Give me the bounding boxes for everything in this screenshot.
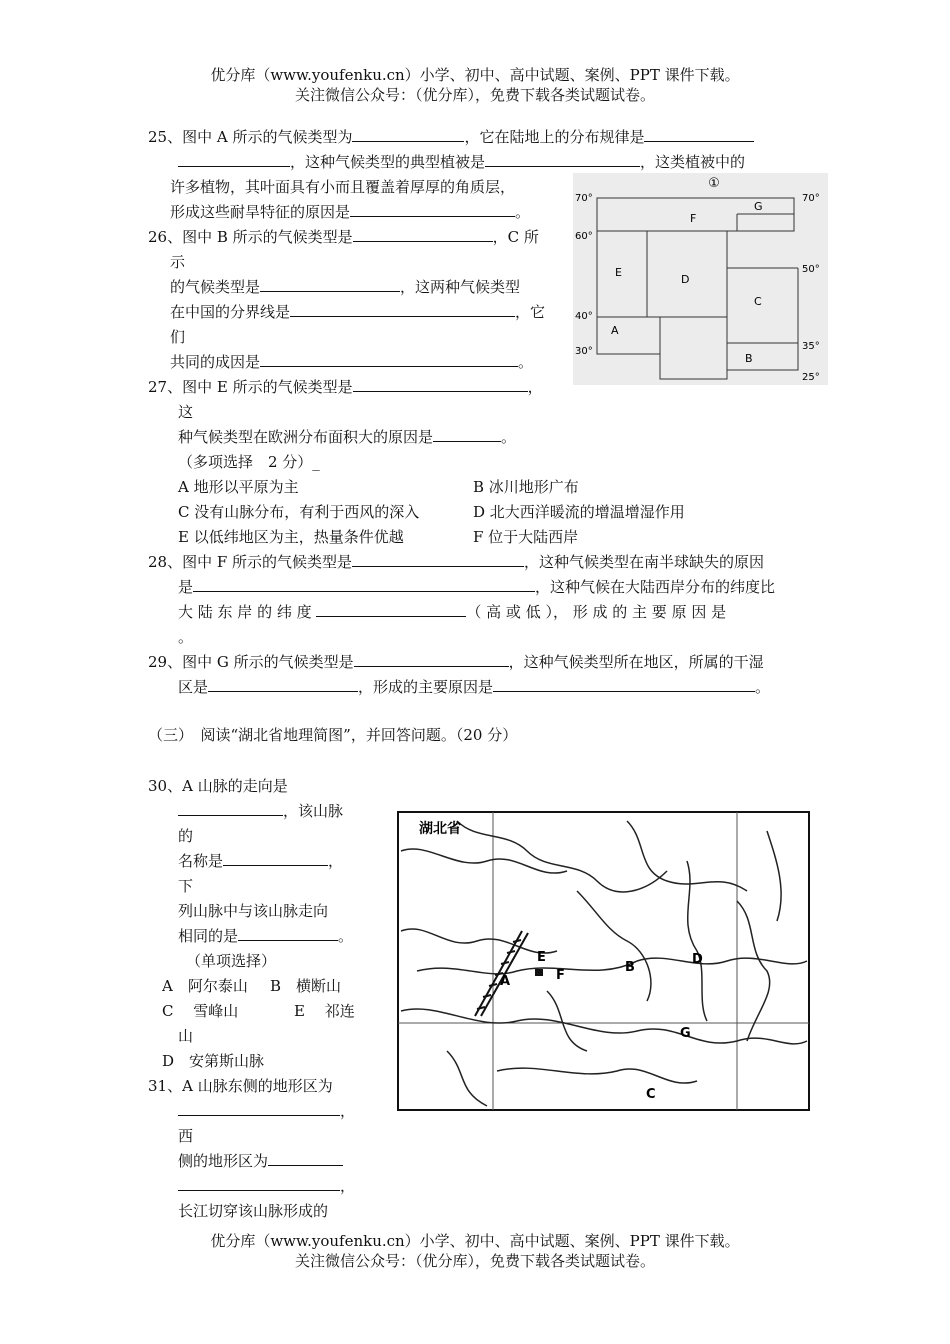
- lat-70-right: 70°: [802, 193, 820, 204]
- answer-blank[interactable]: [178, 1101, 340, 1116]
- lat-50: 50°: [802, 264, 820, 275]
- q28-line-1: 28、图中 F 所示的气候类型是 ，这种气候类型在南半球缺失的原因: [148, 553, 765, 571]
- q26-line-2: 示: [170, 253, 186, 271]
- answer-blank[interactable]: [193, 577, 535, 592]
- answer-blank[interactable]: [178, 1176, 340, 1191]
- answer-blank[interactable]: [178, 152, 290, 167]
- q30-option-e-cont: 山: [178, 1027, 194, 1045]
- q31-line-1: 31、A 山脉东侧的地形区为: [148, 1077, 333, 1095]
- map-title: 湖北省: [419, 821, 461, 837]
- q27-line-3: 种气候类型在欧洲分布面积大的原因是 。: [178, 428, 517, 446]
- answer-blank[interactable]: [223, 851, 328, 866]
- map-label-a: A: [500, 974, 511, 989]
- zone-label-g: G: [754, 200, 763, 213]
- lat-25: 25°: [802, 372, 820, 383]
- q30-line-6: 列山脉中与该山脉走向: [178, 902, 329, 920]
- header-line-1: 优分库（www.youfenku.cn）小学、初中、高中试题、案例、PPT 课件下载。: [210, 66, 740, 84]
- map-label-g: G: [680, 1026, 691, 1041]
- q31-line-4: 侧的地形区为: [178, 1151, 343, 1171]
- zone-label-b: B: [745, 352, 753, 365]
- answer-blank[interactable]: [493, 677, 755, 692]
- q25-line-2: ，这种气候类型的典型植被是 ，这类植被中的: [178, 152, 745, 172]
- hubei-map: [397, 811, 810, 1111]
- lat-40: 40°: [575, 311, 593, 322]
- q27-line-1: 27、图中 E 所示的气候类型是 ，: [148, 378, 543, 396]
- q27-line-2: 这: [178, 403, 194, 421]
- answer-blank[interactable]: [268, 1151, 343, 1166]
- zone-label-c: C: [754, 295, 762, 308]
- q27-line-4: （多项选择 2 分）_: [178, 453, 320, 471]
- q28-line-4: 。: [178, 628, 194, 646]
- lat-70-left: 70°: [575, 193, 593, 204]
- q30-line-2: ，该山脉: [178, 801, 343, 821]
- map-label-e: E: [537, 950, 546, 965]
- answer-blank[interactable]: [260, 277, 400, 292]
- q26-line-3: 的气候类型是 ，这两种气候类型: [170, 278, 521, 296]
- header-line-2: 关注微信公众号：（优分库），免费下载各类试题试卷。: [294, 86, 655, 104]
- answer-blank[interactable]: [178, 801, 283, 816]
- diagram-circle-label: ①: [708, 176, 720, 191]
- answer-blank[interactable]: [353, 377, 528, 392]
- lat-60: 60°: [575, 231, 593, 242]
- answer-blank[interactable]: [433, 427, 501, 442]
- lat-30: 30°: [575, 346, 593, 357]
- q30-option-a: A 阿尔泰山: [162, 977, 248, 995]
- map-label-f: F: [556, 968, 565, 983]
- map-label-b: B: [625, 960, 635, 975]
- zone-label-e: E: [615, 266, 622, 279]
- answer-blank[interactable]: [352, 552, 524, 567]
- zone-label-d: D: [681, 273, 690, 286]
- q27-option-c: C 没有山脉分布，有利于西风的深入: [178, 503, 420, 521]
- answer-blank[interactable]: [208, 677, 358, 692]
- q30-option-b: B 横断山: [270, 977, 342, 995]
- zone-label-f: F: [690, 212, 697, 225]
- lat-35: 35°: [802, 341, 820, 352]
- map-label-c: C: [646, 1087, 656, 1102]
- answer-blank[interactable]: [354, 652, 509, 667]
- q25-line-1: 25、图中 A 所示的气候类型为 ，它在陆地上的分布规律是: [148, 127, 754, 147]
- map-marker-e: [535, 969, 543, 976]
- answer-blank[interactable]: [260, 352, 518, 367]
- answer-blank[interactable]: [353, 227, 493, 242]
- q27-option-f: F 位于大陆西岸: [473, 528, 579, 546]
- q25-line-4: 形成这些耐旱特征的原因是 。: [170, 203, 531, 221]
- q27-option-a: A 地形以平原为主: [178, 478, 299, 496]
- answer-blank[interactable]: [238, 926, 338, 941]
- q31-line-2: ，: [178, 1101, 355, 1121]
- answer-blank[interactable]: [644, 127, 754, 142]
- q30-line-1: 30、A 山脉的走向是: [148, 777, 288, 795]
- q30-line-5: 下: [178, 877, 194, 895]
- q27-option-b: B 冰川地形广布: [473, 478, 579, 496]
- q31-line-3: 西: [178, 1127, 194, 1145]
- q29-line-2: 区是 ，形成的主要原因是 。: [178, 678, 771, 696]
- footer-line-1: 优分库（www.youfenku.cn）小学、初中、高中试题、案例、PPT 课件下载。: [210, 1232, 740, 1250]
- q30-line-4: 名称是 ，: [178, 852, 344, 870]
- q27-option-e: E 以低纬地区为主，热量条件优越: [178, 528, 404, 546]
- q28-line-3: 大 陆 东 岸 的 纬 度 （ 高 或 低 ）， 形 成 的 主 要 原 因 是: [178, 603, 727, 621]
- answer-blank[interactable]: [350, 202, 515, 217]
- q30-line-8: （单项选择）: [186, 952, 277, 970]
- q30-option-c: C 雪峰山: [162, 1002, 239, 1020]
- map-label-d: D: [692, 952, 703, 967]
- q26-line-1: 26、图中 B 所示的气候类型是 ，C 所: [148, 228, 539, 246]
- answer-blank[interactable]: [316, 602, 466, 617]
- climate-zone-diagram: [573, 173, 828, 385]
- q29-line-1: 29、图中 G 所示的气候类型是 ，这种气候类型所在地区，所属的干湿: [148, 653, 764, 671]
- answer-blank[interactable]: [485, 152, 640, 167]
- q27-option-d: D 北大西洋暖流的增温增湿作用: [473, 503, 685, 521]
- q30-line-3: 的: [178, 827, 194, 845]
- zone-label-a: A: [611, 324, 619, 337]
- q26-line-5: 们: [170, 328, 186, 346]
- answer-blank[interactable]: [290, 302, 515, 317]
- q25-line-3: 许多植物，其叶面具有小而且覆盖着厚厚的角质层，: [170, 178, 516, 196]
- q26-line-6: 共同的成因是 。: [170, 353, 534, 371]
- q26-line-4: 在中国的分界线是 ，它: [170, 303, 546, 321]
- q30-option-d: D 安第斯山脉: [162, 1052, 265, 1070]
- q31-line-5: ，: [178, 1176, 355, 1196]
- section-3-heading: （三） 阅读“湖北省地理简图”，并回答问题。（20 分）: [148, 726, 518, 744]
- q31-line-6: 长江切穿该山脉形成的: [178, 1202, 329, 1220]
- q28-line-2: 是 ，这种气候在大陆西岸分布的纬度比: [178, 578, 776, 596]
- q30-line-7: 相同的是 。: [178, 927, 354, 945]
- footer-line-2: 关注微信公众号：（优分库），免费下载各类试题试卷。: [294, 1252, 655, 1270]
- q30-option-e: E 祁连: [294, 1002, 355, 1020]
- answer-blank[interactable]: [352, 127, 464, 142]
